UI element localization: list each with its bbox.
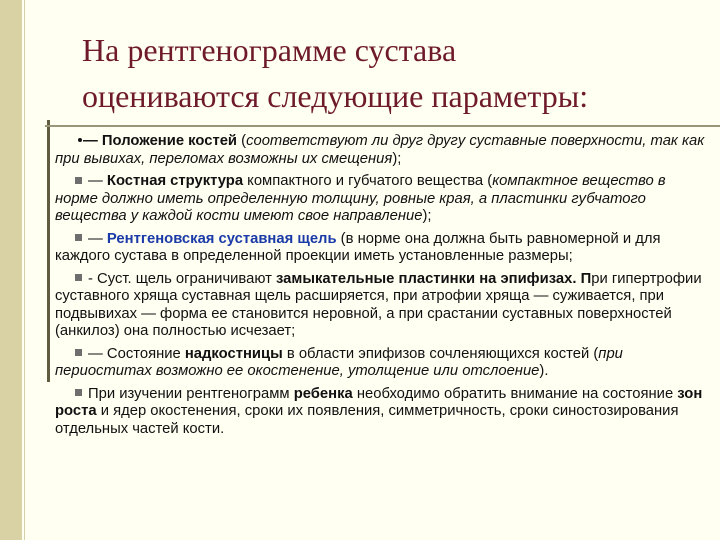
list-item-end-plates: - Суст. щель ограничивают замыкательные пластинки на эпифизах. При гипертрофии суставного хряща суставная щель расширяется, при атрофии хряща — суживается, при подвывихах — форма ее становится неровной, а при срастании суставных поверхностей (анкилоз) она полностью исчезает; xyxy=(55,270,702,339)
title-line-2: оцениваются следующие параметры: xyxy=(82,78,589,114)
bullet-square-icon xyxy=(75,234,82,241)
bullet-dot-icon xyxy=(78,138,82,142)
list-item-bone-position: — Положение костей (соответствуют ли друг другу суставные поверхности, так как при вывихах, переломах возможны их смещения); xyxy=(55,133,705,167)
vertical-divider xyxy=(47,120,50,382)
list-item-periosteum: — Состояние надкостницы в области эпифизов сочленяющихся костей (при периоститах возможно ее окостенение, утолщение или отслоение). xyxy=(55,345,623,379)
bullet-square-icon xyxy=(75,389,82,396)
list-item-joint-space: — Рентгеновская суставная щель (в норме она должна быть равномерной и для каждого сустава в определенной проекции иметь установленные размеры; xyxy=(55,230,661,264)
slide-body xyxy=(55,133,710,438)
list-item-child: При изучении рентгенограмм ребенка необходимо обратить внимание на состояние зон роста и ядер окостенения, сроки их появления, симметричность, сроки синостозирования отдельных частей кости. xyxy=(55,385,703,437)
list-item-bone-structure: — Костная структура компактного и губчатого вещества (компактное вещество в норме должно иметь определенную толщину, ровные края, а пластинки губчатого вещества у каждой кости имеют свое направление); xyxy=(55,173,666,224)
horizontal-divider xyxy=(45,125,720,127)
left-accent-line xyxy=(24,0,25,540)
bullet-square-icon xyxy=(75,349,82,356)
bullet-square-icon xyxy=(75,177,82,184)
left-accent-bar xyxy=(0,0,22,540)
bullet-square-icon xyxy=(75,274,82,281)
title-line-1: На рентгенограмме сустава xyxy=(82,32,457,68)
slide-title xyxy=(82,27,702,119)
